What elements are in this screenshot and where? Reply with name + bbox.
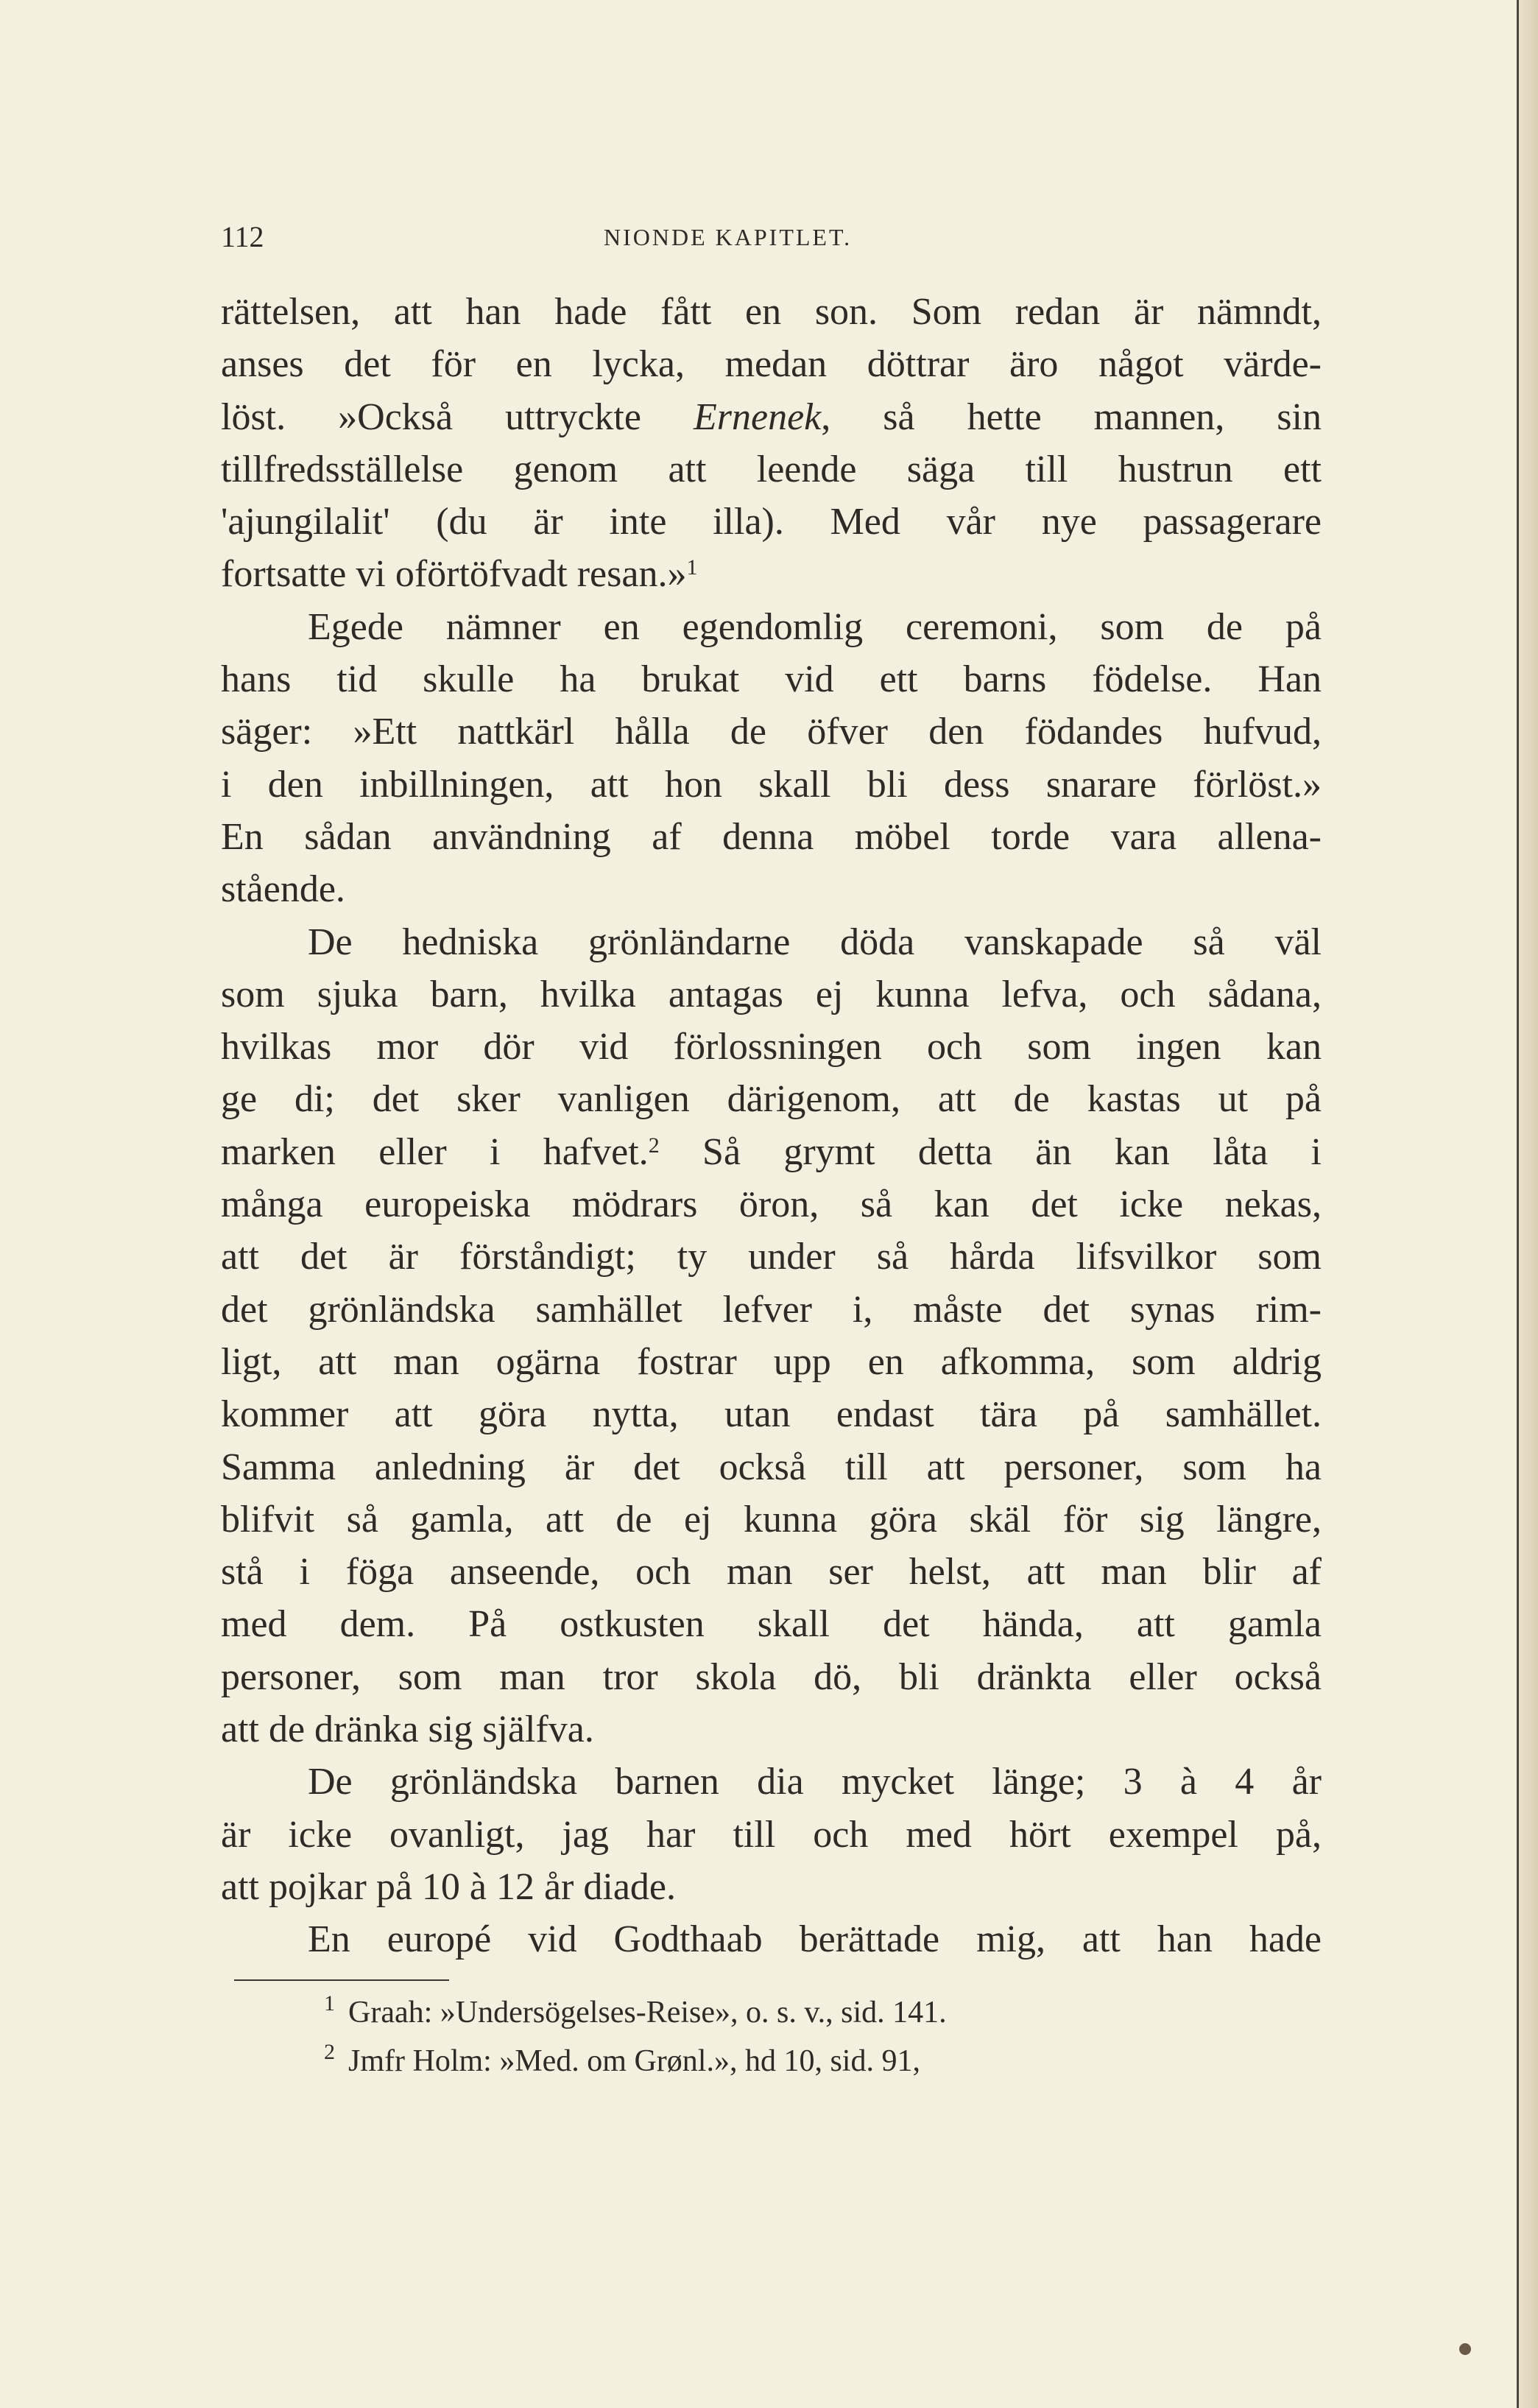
paragraph [221,601,1322,916]
footnote-marker[interactable]: 2 [648,1133,660,1158]
italic-name: Ernenek [693,395,822,438]
footnote-text: Jmfr Holm: »Med. om Grønl.», hd 10, sid. 91, [348,2044,920,2078]
text-line: anses det för en lycka, medan döttrar äro något värde- [221,343,1322,386]
footnote-number: 2 [324,2040,335,2064]
text-line: kommer att göra nytta, utan endast tära på samhället. [221,1393,1322,1436]
text-line: De hedniska grönländarne döda vanskapade så väl [308,920,1322,963]
footnotes [221,1988,1322,2085]
text-line: hvilkas mor dör vid förlossningen och som ingen kan [221,1026,1322,1069]
text-line: Egede nämner en egendomlig ceremoni, som de på [308,605,1322,648]
text-line: rättelsen, att han hade fått en son. Som redan är nämndt, [221,291,1322,333]
page-edge [1517,0,1538,2408]
text-line: som sjuka barn, hvilka antagas ej kunna lefva, och sådana, [221,973,1322,1015]
text-line: stående. [221,868,345,911]
paragraph [221,1913,1322,1965]
footnote-text: Graah: »Undersögelses-Reise», o. s. v., sid. 141. [348,1996,947,2029]
text-line: med dem. På ostkusten skall det hända, att gamla [221,1603,1322,1646]
footnote [221,1988,1322,2037]
footnote [221,2037,1322,2085]
text-line: att de dränka sig själfva. [221,1708,594,1751]
text-line: En sådan användning af denna möbel torde vara allena- [221,815,1322,858]
text-line: tillfredsställelse genom att leende säga till hustrun ett [221,448,1322,490]
footnote-number: 1 [324,1991,335,2016]
text-line: marken eller i hafvet.$^2$ Så grymt detta än kan låta i [221,1130,1322,1173]
text-line: säger: »Ett nattkärl hålla de öfver den födandes hufvud, [221,711,1322,753]
text-line: att pojkar på 10 à 12 år diade. [221,1865,676,1908]
paragraph [221,916,1322,1756]
footnote-rule [234,1979,449,1981]
running-head: NIONDE KAPITLET. [604,224,853,250]
text-line: att det är förståndigt; ty under så hårda lifsvilkor som [221,1236,1322,1278]
paper-speck [1459,2343,1471,2355]
text-line: Samma anledning är det också till att personer, som ha [221,1446,1322,1488]
text-line: personer, som man tror skola dö, bli dränkta eller också [221,1655,1322,1698]
paragraph [221,286,1322,601]
text-line: fortsatte vi oförtöfvadt resan.»$^1$ [221,553,698,596]
text-line: många europeiska mödrars öron, så kan det icke nekas, [221,1183,1322,1226]
text-line: är icke ovanligt, jag har till och med hört exempel på, [221,1813,1322,1856]
text-line: i den inbillningen, att hon skall bli dess snarare förlöst.» [221,763,1322,806]
text-line: stå i föga anseende, och man ser helst, att man blir af [221,1551,1322,1594]
page-number: 112 [221,220,264,253]
text-line: löst. »Också uttryckte Ernenek, så hette mannen, sin [221,395,1322,438]
text-line: hans tid skulle ha brukat vid ett barns födelse. Han [221,658,1322,701]
footnote-marker[interactable]: 1 [686,555,698,580]
page-header [221,219,1322,258]
text-line: 'ajungilalit' (du är inte illa). Med vår nye passagerare [221,501,1322,543]
text-line: ge di; det sker vanligen därigenom, att de kastas ut på [221,1078,1322,1121]
text-line: det grönländska samhället lefver i, måste det synas rim- [221,1288,1322,1331]
text-line: De grönländska barnen dia mycket länge; 3 à 4 år [308,1761,1322,1803]
paragraph [221,1756,1322,1913]
text-line: blifvit så gamla, att de ej kunna göra skäl för sig längre, [221,1498,1322,1541]
body-text [221,286,1322,1966]
text-line: ligt, att man ogärna fostrar upp en afkomma, som aldrig [221,1340,1322,1383]
text-line: En europé vid Godthaab berättade mig, att han hade [308,1918,1322,1961]
